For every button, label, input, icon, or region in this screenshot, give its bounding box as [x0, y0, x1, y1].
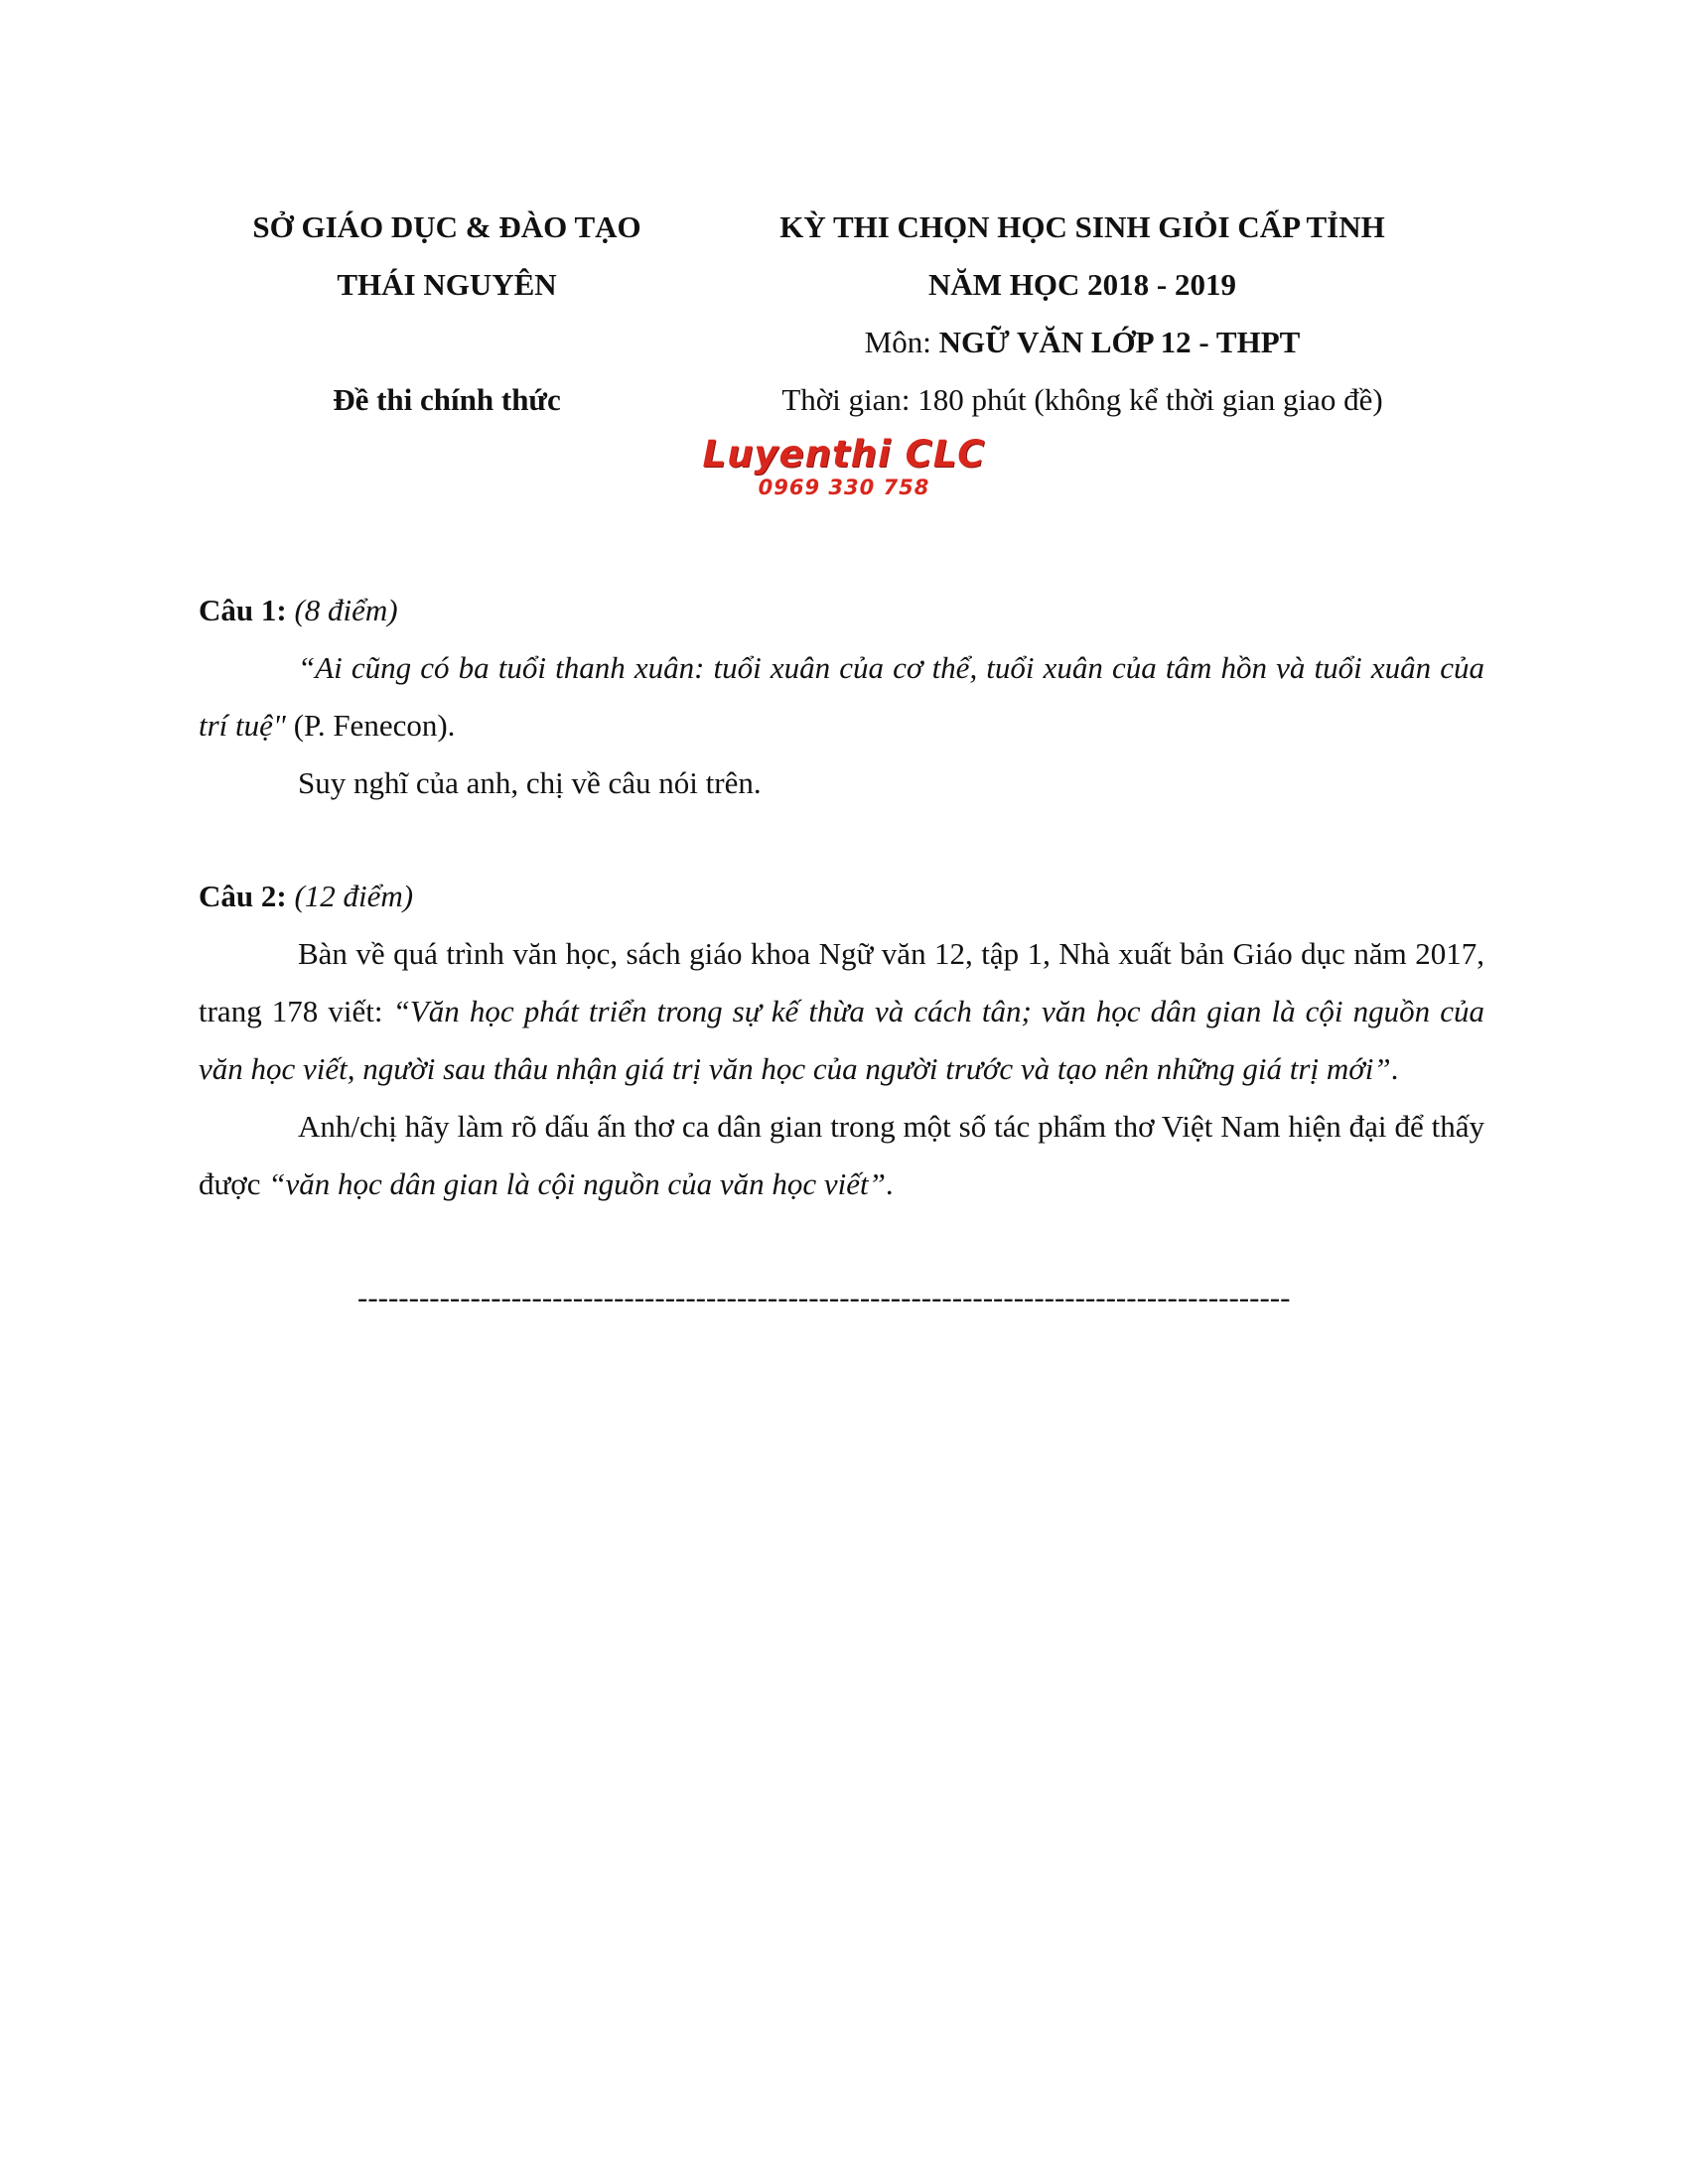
question-2-heading	[199, 868, 1484, 925]
question-1-label: Câu 1:	[199, 593, 287, 627]
question-2-quote: “Văn học phát triển trong sự kế thừa và cách tân; văn học dân gian là cội nguồn của văn học viết, người sau thâu nhận giá trị văn học của người trước và tạo nên những giá trị mới”	[199, 994, 1484, 1086]
logo-name: Luyenthi CLC	[702, 433, 986, 476]
question-2-label: Câu 2:	[199, 879, 287, 913]
province-name: THÁI NGUYÊN	[337, 267, 557, 302]
subject-name: NGỮ VĂN LỚP 12 - THPT	[938, 325, 1301, 359]
header-spacer	[199, 314, 695, 371]
header-right	[725, 199, 1440, 429]
subject-line	[725, 314, 1440, 371]
question-2-task-end: .	[885, 1166, 894, 1201]
question-2-task-quote: “văn học dân gian là cội nguồn của văn học viết”	[268, 1166, 886, 1201]
question-1-points: (8 điểm)	[294, 593, 398, 627]
question-2-quote-end: .	[1390, 1051, 1399, 1086]
watermark-logo	[685, 435, 1003, 506]
official-exam-label: Đề thi chính thức	[333, 382, 561, 417]
question-1-quote-paragraph	[199, 639, 1484, 754]
end-divider: -------------------------------------------------------------------------------------------	[357, 1280, 1291, 1314]
subject-prefix: Môn:	[864, 325, 939, 359]
question-2-intro-paragraph	[199, 925, 1484, 1098]
header-left	[199, 199, 695, 429]
logo-phone: 0969 330 758	[758, 476, 930, 499]
question-2-task-paragraph	[199, 1098, 1484, 1213]
question-1-heading	[199, 582, 1484, 639]
exam-title: KỲ THI CHỌN HỌC SINH GIỎI CẤP TỈNH	[779, 209, 1385, 244]
school-year: NĂM HỌC 2018 - 2019	[928, 267, 1236, 302]
question-1-quote: “Ai cũng có ba tuổi thanh xuân: tuổi xuân của cơ thể, tuổi xuân của tâm hồn và tuổi xuân của trí tuệ"	[199, 650, 1484, 743]
question-2-intro: Bàn về quá trình văn học, sách giáo khoa Ngữ văn 12, tập 1, Nhà xuất bản Giáo dục năm 2017, trang 178 viết:	[199, 936, 1484, 1028]
department-name: SỞ GIÁO DỤC & ĐÀO TẠO	[252, 209, 641, 244]
question-1-task: Suy nghĩ của anh, chị về câu nói trên.	[298, 765, 762, 800]
document-header	[199, 199, 1489, 447]
question-2-task: Anh/chị hãy làm rõ dấu ấn thơ ca dân gian trong một số tác phẩm thơ Việt Nam hiện đại để thấy được	[199, 1109, 1484, 1201]
question-2-points: (12 điểm)	[294, 879, 414, 913]
exam-duration: Thời gian: 180 phút (không kể thời gian giao đề)	[781, 382, 1383, 417]
exam-body	[199, 582, 1484, 1213]
section-gap	[199, 812, 1484, 868]
question-1-source: (P. Fenecon).	[285, 708, 456, 743]
